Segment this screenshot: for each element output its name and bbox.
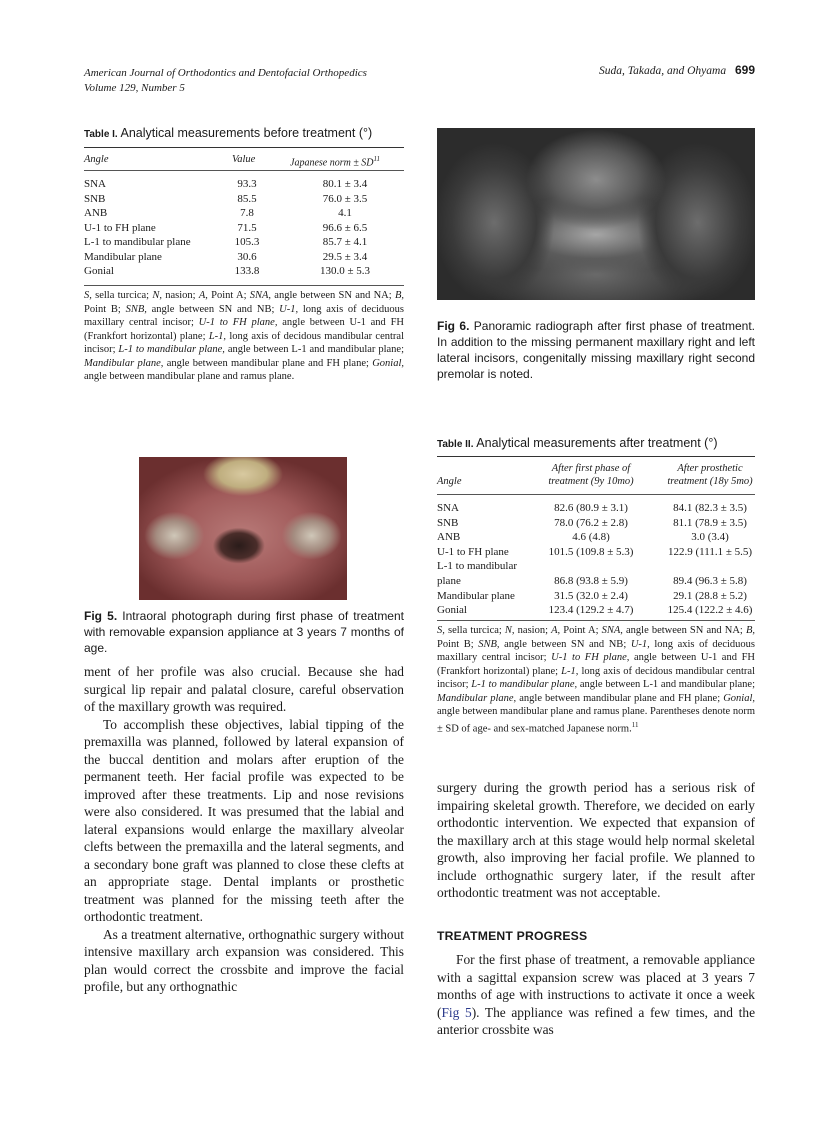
table1-footnote-segment: long axis of decidous mandibular central incisor; [84,330,404,355]
table1-cell-value: 85.5 [237,192,257,205]
table1-footnote-segment: SNB, [125,303,147,315]
left-paragraph-1: ment of her profile was also crucial. Because she had surgical lip repair and palatal closure, careful observation of the maxillary growth was required. [84,664,404,714]
table1-footnote-segment: S, [84,290,92,301]
table1-cell-value: 71.5 [237,221,257,234]
table1-head-norm-text: Japanese norm ± SD [290,157,374,169]
table1-cell-value: 105.3 [234,236,260,248]
table1-head-norm [290,153,380,169]
table1-cell-value: 7.8 [240,207,254,219]
table2-cell-angle: Mandibular plane [437,589,515,602]
intraoral-photograph-image [139,457,347,600]
table1-head-rule [84,170,404,171]
table1-footnote-segment: B, [394,290,404,301]
table2-footnote [437,624,755,736]
table2-cell-first: 86.8 (93.8 ± 5.9) [554,575,628,587]
table1-cell-angle: SNA [84,178,107,190]
table2-footnote-segment: nasion; [514,625,552,636]
fig5-link[interactable]: Fig 5 [441,1004,472,1020]
table1-footnote-segment: U-1, [279,303,299,315]
table2-footnote-segment: S, [437,625,445,636]
fig5-caption [84,608,404,656]
authors: Suda, Takada, and Ohyama [599,65,727,77]
right-paragraph-1: surgery during the growth period has a serious risk of impairing skeletal growth. Therefore, we decided on early orthodontic intervention. We expected that expansion of the maxillary arch at this stage would help normal skeletal growth, also improving her facial profile. We planned to include orthognathic surgery later, if the result after orthodontic treatment was not acceptable. [437,780,755,900]
table2-footnote-segment: angle between mandibular plane and FH plane; [516,692,724,704]
table1-head-norm-ref: 11 [373,155,381,163]
table2-head-first-line1: After first phase of [551,463,631,474]
table2-footnote-segment: Point B; [437,638,479,650]
table2-head-rule [437,494,755,495]
table2-footnote-segment: SNB, [478,638,500,650]
table2-footnote-segment: N, [504,625,515,636]
left-paragraph-2: To accomplish these objectives, labial tipping of the premaxilla was planned, followed by lateral expansion of the buccal dentition and molars after eruption of the permanent teeth. Her facial profile was expected to be improved after these treatments. Lip and nose revisions were also considered. It was presumed that the labial and lateral expansions would enlarge the maxillary alveolar clefts between the premaxilla and the lateral segments, and a secondary bone graft was planned to close these clefts at an appropriate stage. Dental implants or prosthetic treatment was planned for the missing teeth after the orthodontic treatment. [84,716,404,924]
section-heading-treatment-progress: TREATMENT PROGRESS [437,929,588,943]
table2-footnote-segment: long axis of deciduous maxillary central incisor; [437,638,755,663]
table2-cell-angle: plane [437,575,461,587]
table2-head-pros-line2: treatment (18y 5mo) [667,476,753,487]
table2-cell-first: 82.6 (80.9 ± 3.1) [554,502,628,514]
table2-head-first-line2: treatment (9y 10mo) [548,476,634,487]
table1-footnote-segment: N, [152,290,162,301]
table2-caption [437,436,718,450]
table2-footnote-segment: long axis of decidous mandibular central incisor; [437,665,755,690]
table1-cell-value: 93.3 [237,178,257,190]
table2-top-rule [437,456,755,457]
table2-footnote-segment: U-1 to FH plane, [551,652,630,663]
fig5-caption-text: Intraoral photograph during first phase of treatment with removable expansion appliance at 3 years 7 months of age. [84,609,404,655]
table2-cell-first: 101.5 (109.8 ± 5.3) [548,545,634,558]
table2-cell-angle: U-1 to FH plane [437,545,509,558]
running-head [540,63,755,79]
table2-title: Analytical measurements after treatment (°) [476,436,718,450]
table2-footnote-segment: Mandibular plane, [437,692,517,704]
table1-cell-angle: Gonial [84,265,114,277]
table1-footnote [84,289,404,384]
journal-header [84,66,424,96]
table2-footnote-segment: angle between U-1 and FH (Frankfort horizontal) plane; [437,652,755,677]
table1-cell-angle: U-1 to FH plane [84,221,156,234]
table1-bottom-rule [84,285,404,286]
table2-cell-pros: 84.1 (82.3 ± 3.5) [673,502,747,514]
fig5-label: Fig 5. [84,609,118,623]
table1-cell-norm: 80.1 ± 3.4 [322,178,368,190]
fig6-label: Fig 6. [437,319,470,333]
right-body-text-2 [437,951,755,1039]
table2-cell-angle: SNB [437,516,459,529]
right-paragraph-2-b: ). The appliance was refined a few times, and the anterior crossbite was [437,1004,756,1037]
table1-cell-norm: 85.7 ± 4.1 [322,236,368,248]
table1-footnote-segment: nasion; [162,290,199,301]
table1-caption [84,126,372,140]
table1-footnote-segment: SNA, [249,290,272,301]
right-paragraph-2 [437,951,755,1039]
table1-footnote-segment: angle between mandibular plane and ramus plane. [84,371,295,382]
fig6-caption-text: Panoramic radiograph after first phase of treatment. In addition to the missing permanent maxillary right and left lateral incisors, congenitally missing maxillary right second premolar is noted. [437,319,755,381]
table2-bottom-rule [437,620,755,621]
table1-footnote-segment: L-1, [208,330,227,342]
table2-cell-pros: 81.1 (78.9 ± 3.5) [673,516,747,529]
table2-footnote-segment: Point A; [560,625,602,636]
table1-footnote-segment: angle between L-1 and mandibular plane; [224,344,404,355]
table2-cell-pros: 122.9 (111.1 ± 5.5) [667,545,753,558]
table1-footnote-segment: Gonial, [372,357,404,369]
journal-title: American Journal of Orthodontics and Dentofacial Orthopedics [84,67,367,79]
table1-footnote-segment: Point A; [207,290,250,301]
panoramic-radiograph-image [437,128,755,300]
table2-footnote-segment: angle between L-1 and mandibular plane; [577,679,755,690]
table1-footnote-segment: A, [198,290,208,301]
table1-footnote-segment: L-1 to mandibular plane, [118,344,225,355]
table1-cell-angle: ANB [84,207,108,219]
table1-footnote-segment: Point B; [84,303,126,315]
table2-cell-angle: SNA [437,502,460,514]
page-number: 699 [734,63,755,77]
left-body-text [84,663,404,996]
table1-footnote-segment: long axis of deciduous maxillary central incisor; [84,303,404,328]
table2-cell-pros: 29.1 (28.8 ± 5.2) [673,589,747,602]
table2-footnote-segment: L-1, [561,665,579,677]
left-paragraph-3: As a treatment alternative, orthognathic surgery without intensive maxillary arch expansion was considered. This plan would correct the crossbite and improve the facial profile, but any orthognathic [84,926,404,994]
fig6-caption [437,318,755,382]
table2-label: Table II. [437,439,474,450]
table2-footnote-segment: Gonial, [723,692,755,704]
table1-head-value: Value [232,154,256,165]
table2-cell-angle: L-1 to mandibular [437,560,518,573]
table1-footnote-segment: angle between SN and NA; [271,290,395,301]
table2-footnote-segment: L-1 to mandibular plane, [471,679,578,690]
table2-head-angle: Angle [437,476,462,487]
table1-cell-norm: 96.6 ± 6.5 [322,221,368,234]
table2-cell-pros: 89.4 (96.3 ± 5.8) [673,575,747,587]
table2-footnote-segment: angle between mandibular plane and ramus plane. Parentheses denote norm ± SD of age- and sex-matched Japanese norm. [437,706,755,734]
table1-cell-angle: Mandibular plane [84,250,162,263]
table2-head-pros-line1: After prosthetic [677,463,743,474]
table2-footnote-segment: angle between SN and NB; [499,638,631,650]
table1-footnote-segment: U-1 to FH plane, [198,317,278,328]
table2-cell-angle: Gonial [437,604,467,617]
table2-cell-first: 4.6 (4.8) [572,531,610,544]
table1-footnote-segment: sella turcica; [91,290,153,301]
table1-cell-angle: L-1 to mandibular plane [84,236,191,248]
table2-footnote-segment: U-1, [630,638,650,650]
table1-cell-norm: 76.0 ± 3.5 [322,192,368,205]
table2-footnote-segment: A, [551,625,561,636]
table1-footnote-segment: angle between mandibular plane and FH plane; [163,357,373,369]
table1-footnote-segment: angle between U-1 and FH (Frankfort horizontal) plane; [84,317,404,342]
table2-footnote-segment: angle between SN and NA; [622,625,746,636]
table1-cell-norm: 130.0 ± 5.3 [319,265,371,277]
table2-footnote-segment: 11 [631,720,639,729]
table2-cell-first: 78.0 (76.2 ± 2.8) [554,516,628,529]
table1-footnote-segment: Mandibular plane, [84,357,164,369]
table2-cell-first: 123.4 (129.2 ± 4.7) [548,604,634,617]
right-paragraph-2-a: For the first phase of treatment, a removable appliance with a sagittal expansion screw was placed at 3 years 7 months of age with instructions to activate it once a week ( [437,952,755,1020]
table2-cell-first: 31.5 (32.0 ± 2.4) [554,589,628,602]
right-body-text [437,779,755,902]
journal-volume: Volume 129, Number 5 [84,82,185,94]
table1-cell-norm: 4.1 [338,207,352,219]
table1-top-rule [84,147,404,148]
table1-head-angle: Angle [84,154,109,165]
table1-cell-angle: SNB [84,192,106,205]
table1-label: Table I. [84,129,118,140]
table1-footnote-segment: angle between SN and NB; [146,303,280,315]
table2-footnote-segment: SNA, [601,625,623,636]
table1-cell-value: 133.8 [234,265,260,277]
table1-cell-norm: 29.5 ± 3.4 [322,250,368,263]
table2-footnote-segment: B, [745,625,755,636]
table1-cell-value: 30.6 [237,250,257,263]
table2-footnote-segment: sella turcica; [444,625,505,636]
table2-cell-pros: 3.0 (3.4) [691,531,729,544]
table2-cell-angle: ANB [437,531,461,544]
table1-title: Analytical measurements before treatment (°) [120,126,373,140]
table2-cell-pros: 125.4 (122.2 ± 4.6) [667,604,753,617]
